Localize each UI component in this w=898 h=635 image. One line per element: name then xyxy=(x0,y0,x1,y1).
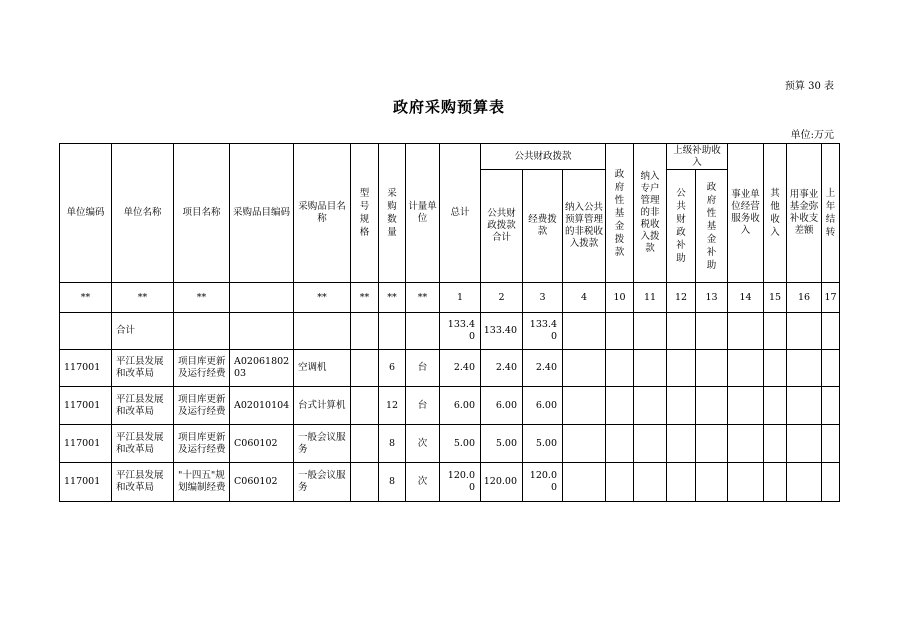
header-project-name: 项目名称 xyxy=(174,144,230,283)
table-row: 117001 平江县发展和改革局 项目库更新及运行经费 A02010104 台式计算机 12 台 6.00 6.00 6.00 xyxy=(60,387,840,425)
header-total: 总计 xyxy=(440,144,481,283)
subtotal-total: 133.40 xyxy=(440,313,481,350)
header-superior-public: 公共财政补助 xyxy=(667,170,696,283)
table-number: 预算 30 表 xyxy=(784,81,834,92)
subtotal-funding: 133.40 xyxy=(523,313,563,350)
header-funding: 经费拨款 xyxy=(523,170,563,283)
unit-label: 单位:万元 xyxy=(790,130,834,141)
table-row: 117001 平江县发展和改革局 "十四五"规划编制经费 C060102 一般会议服务 8 次 120.00 120.00 120.00 xyxy=(60,463,840,502)
header-measure-unit: 计量单位 xyxy=(406,144,440,283)
header-nontax-public: 纳入公共预算管理的非税收入拨款 xyxy=(563,170,606,283)
header-item-name: 采购品目名称 xyxy=(294,144,351,283)
header-superior-group: 上级补助收入 xyxy=(667,144,728,170)
header-unit-code: 单位编码 xyxy=(60,144,112,283)
table-row: 117001 平江县发展和改革局 项目库更新及运行经费 A0206180203 空调机 6 台 2.40 2.40 2.40 xyxy=(60,350,840,387)
subtotal-row xyxy=(60,313,840,350)
header-business: 事业单位经营服务收入 xyxy=(728,144,764,283)
header-nontax-special: 纳入专户管理的非税收入拨款 xyxy=(634,144,667,283)
header-gov-fund: 政府性基金拨款 xyxy=(606,144,634,283)
header-unit-name: 单位名称 xyxy=(112,144,174,283)
subtotal-label: 合计 xyxy=(112,313,174,350)
header-business-fund: 用事业基金弥补收支差额 xyxy=(787,144,822,283)
page-title: 政府采购预算表 xyxy=(392,98,505,116)
table-row: 117001 平江县发展和改革局 项目库更新及运行经费 C060102 一般会议服务 8 次 5.00 5.00 5.00 xyxy=(60,425,840,463)
header-public-fiscal-total: 公共财政拨款合计 xyxy=(481,170,523,283)
index-row: ** ** ** ** ** ** ** 1 2 3 4 10 11 12 13 14 15 16 17 xyxy=(60,283,840,313)
header-public-fiscal-group: 公共财政拨款 xyxy=(481,144,606,170)
header-superior-fund: 政府性基金补助 xyxy=(696,170,728,283)
header-other: 其他收入 xyxy=(764,144,787,283)
subtotal-public-total: 133.40 xyxy=(481,313,523,350)
header-quantity: 采购数量 xyxy=(379,144,406,283)
procurement-table xyxy=(59,143,840,502)
header-carryover: 上年结转 xyxy=(822,144,840,283)
header-item-code: 采购品目编码 xyxy=(230,144,294,283)
header-spec: 型号规格 xyxy=(351,144,379,283)
